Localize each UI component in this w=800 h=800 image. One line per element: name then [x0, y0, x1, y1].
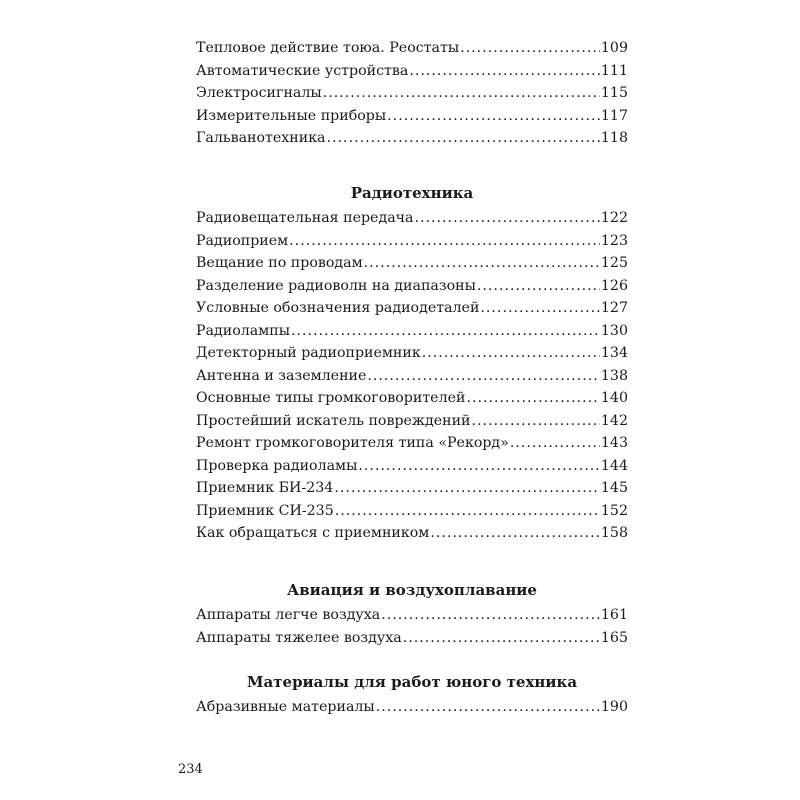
entry-title: Проверка радиоламы — [196, 457, 358, 474]
entry-page-number: 123 — [600, 232, 628, 249]
toc-section-radio — [196, 181, 628, 545]
toc-entry — [196, 275, 628, 298]
toc-entry — [196, 696, 628, 719]
dot-leader — [367, 365, 600, 388]
entry-title: Измерительные приборы — [196, 107, 387, 124]
toc-section-materials — [196, 670, 628, 719]
dot-leader — [430, 522, 600, 545]
entry-page-number: 143 — [600, 435, 628, 451]
dot-leader — [466, 387, 599, 410]
entry-page-number: 140 — [600, 390, 628, 406]
dot-leader — [334, 477, 600, 500]
toc-entry — [196, 105, 628, 128]
dot-leader — [358, 455, 600, 478]
toc-section-aviation — [196, 578, 628, 649]
entry-page-number: 118 — [600, 130, 628, 146]
toc-entry — [196, 477, 628, 500]
entry-title: Условные обозначения радиодеталей — [196, 300, 480, 316]
entry-page-number: 145 — [600, 480, 628, 496]
entry-page-number: 127 — [600, 300, 628, 316]
entry-page-number: 142 — [600, 412, 628, 429]
section-heading: Авиация и воздухоплавание — [287, 581, 537, 599]
section-heading: Материалы для работ юного техника — [246, 673, 578, 691]
entry-title: Радиоприем — [196, 232, 289, 249]
entry-title: Электросигналы — [196, 85, 322, 101]
dot-leader — [480, 297, 600, 320]
toc-entry — [196, 410, 628, 433]
toc-entry — [196, 320, 628, 343]
entry-title: Ремонт громкоговорителя типа «Рекорд» — [196, 435, 509, 451]
entry-title: Приемник СИ-235 — [196, 502, 334, 519]
dot-leader — [403, 627, 600, 650]
entry-title: Простейший искатель повреждений — [196, 412, 471, 429]
toc-entry — [196, 252, 628, 275]
entry-title: Антенна и заземление — [196, 367, 367, 384]
entry-page-number: 130 — [600, 322, 628, 339]
toc-entry — [196, 230, 628, 253]
entry-title: Радиолампы — [196, 322, 290, 339]
toc-entry — [196, 37, 628, 60]
toc-entry — [196, 127, 628, 150]
entry-title: Абразивные материалы — [196, 699, 375, 715]
dot-leader — [364, 252, 600, 275]
entry-page-number: 144 — [600, 457, 628, 474]
entry-page-number: 115 — [600, 85, 628, 101]
dot-leader — [291, 320, 600, 343]
entry-title: Вещание по проводам — [196, 255, 363, 271]
dot-leader — [381, 604, 600, 627]
dot-leader — [415, 207, 600, 230]
dot-leader — [335, 500, 600, 523]
entry-title: Тепловое действие тоюа. Реостаты — [196, 40, 460, 56]
entry-page-number: 158 — [600, 525, 628, 541]
entry-title: Автоматические устройства — [196, 62, 409, 79]
dot-leader — [376, 696, 600, 719]
toc-entry — [196, 604, 628, 627]
entry-page-number: 125 — [600, 255, 628, 271]
entry-title: Аппараты легче воздуха — [196, 607, 381, 623]
entry-title: Приемник БИ-234 — [196, 480, 334, 496]
dot-leader — [422, 342, 600, 365]
entry-title: Гальванотехника — [196, 130, 326, 146]
dot-leader — [472, 410, 600, 433]
dot-leader — [387, 105, 600, 128]
entry-page-number: 111 — [600, 62, 628, 79]
section-heading: Радиотехника — [350, 184, 474, 202]
entry-title: Детекторный радиоприемник — [196, 345, 421, 361]
toc-entry — [196, 365, 628, 388]
dot-leader — [323, 82, 600, 105]
entry-page-number: 122 — [600, 210, 628, 226]
toc-entry — [196, 60, 628, 83]
dot-leader — [327, 127, 600, 150]
entry-page-number: 161 — [600, 607, 628, 623]
entry-page-number: 134 — [600, 345, 628, 361]
toc-entry — [196, 297, 628, 320]
entry-title: Как обращаться с приемником — [196, 525, 430, 541]
toc-entry — [196, 432, 628, 455]
entry-page-number: 152 — [600, 502, 628, 519]
toc-entry — [196, 500, 628, 523]
entry-page-number: 190 — [600, 699, 628, 715]
dot-leader — [409, 60, 600, 83]
dot-leader — [477, 275, 600, 298]
entry-title: Разделение радиоволн на диапазоны — [196, 277, 476, 294]
toc-entry — [196, 455, 628, 478]
toc-entry — [196, 207, 628, 230]
toc-entry — [196, 522, 628, 545]
entry-page-number: 165 — [600, 629, 628, 646]
toc-entry — [196, 387, 628, 410]
entry-page-number: 109 — [600, 40, 628, 56]
page-number: 234 — [178, 762, 203, 777]
dot-leader — [510, 432, 600, 455]
dot-leader — [460, 37, 600, 60]
entry-title: Радиовещательная передача — [196, 210, 414, 226]
dot-leader — [289, 230, 600, 253]
toc-entry — [196, 82, 628, 105]
entry-title: Основные типы громкоговорителей — [196, 390, 466, 406]
entry-page-number: 138 — [600, 367, 628, 384]
entry-title: Аппараты тяжелее воздуха — [196, 629, 402, 646]
entry-page-number: 126 — [600, 277, 628, 294]
toc-entry — [196, 627, 628, 650]
toc-section-continued — [196, 37, 628, 150]
entry-page-number: 117 — [600, 107, 628, 124]
toc-entry — [196, 342, 628, 365]
